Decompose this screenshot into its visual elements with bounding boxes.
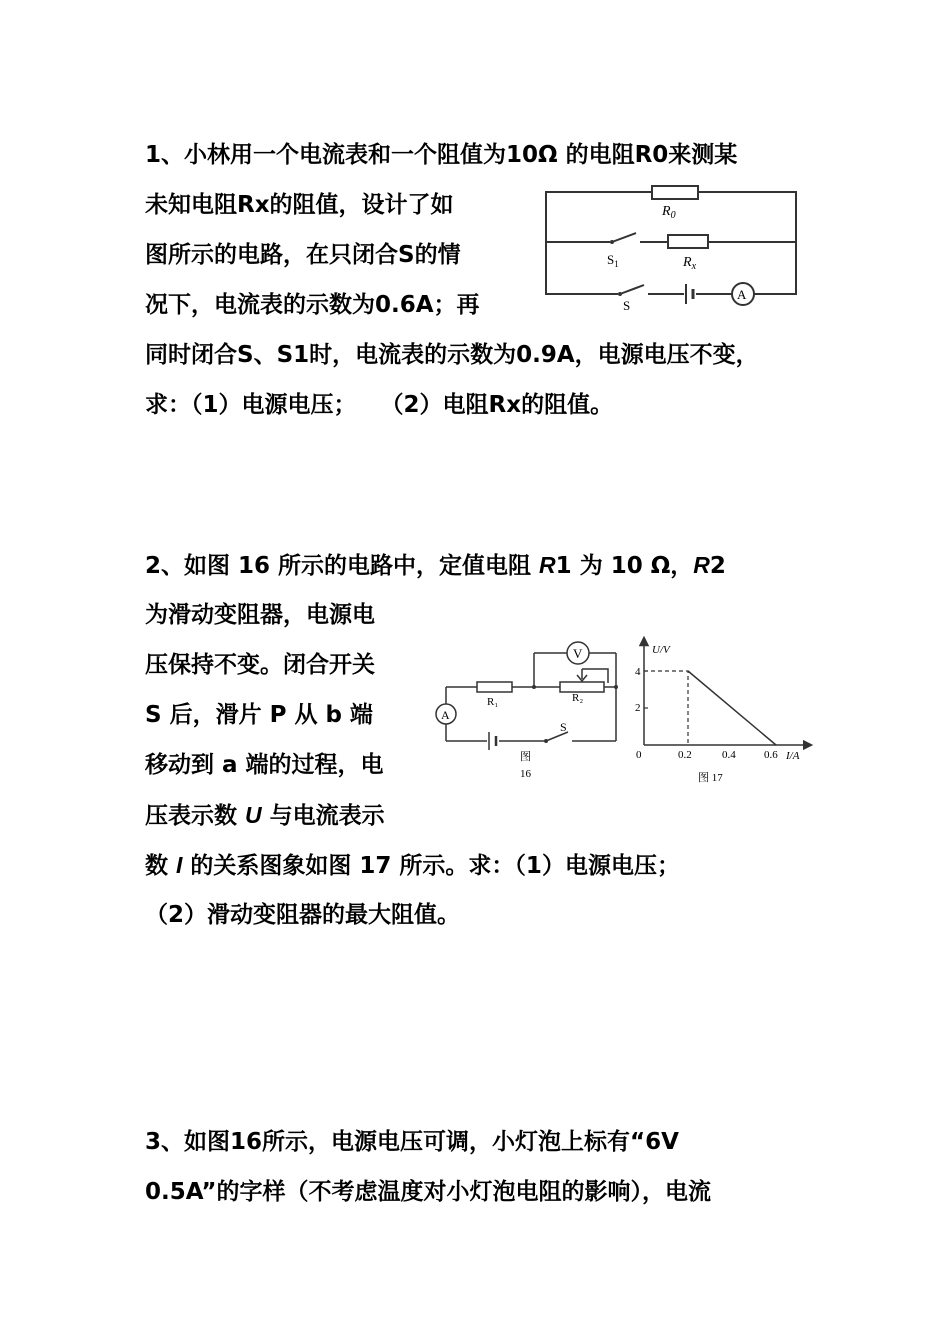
svg-text:16: 16 bbox=[520, 768, 531, 780]
q2-line-4: S 后，滑片 P 从 b 端 bbox=[145, 702, 373, 728]
q2-i-symbol: I bbox=[176, 852, 183, 878]
q1-line-1: 1、小林用一个电流表和一个阻值为10Ω 的电阻R0来测某 bbox=[145, 142, 738, 168]
svg-text:V: V bbox=[573, 646, 583, 661]
svg-text:S: S bbox=[623, 298, 631, 313]
svg-text:U/V: U/V bbox=[652, 644, 670, 656]
q2-line-7 bbox=[145, 850, 680, 881]
svg-text:R₂: R₂ bbox=[572, 692, 584, 704]
svg-text:R₁: R₁ bbox=[487, 696, 499, 708]
q1-line-5: 同时闭合S、S1时，电流表的示数为0.9A，电源电压不变， bbox=[145, 342, 759, 368]
q1-circuit-diagram bbox=[540, 182, 805, 312]
svg-text:2: 2 bbox=[635, 702, 641, 714]
q2-line-7-text-a: 数 bbox=[145, 853, 177, 879]
svg-text:图 17: 图 17 bbox=[698, 772, 723, 784]
svg-text:0.4: 0.4 bbox=[722, 749, 736, 761]
q2-r1-index: 1 bbox=[555, 553, 572, 579]
q2-figure-17-graph bbox=[630, 635, 820, 785]
q2-r2-symbol: R bbox=[693, 552, 710, 578]
q2-line-7-text-b: 的关系图象如图 17 所示。求：（1）电源电压； bbox=[182, 853, 680, 879]
q1-line-4: 况下，电流表的示数为0.6A；再 bbox=[145, 292, 480, 318]
q2-line-3: 压保持不变。闭合开关 bbox=[145, 652, 375, 678]
q3-line-2: 0.5A”的字样（不考虑温度对小灯泡电阻的影响），电流 bbox=[145, 1179, 712, 1205]
q1-line-3: 图所示的电路，在只闭合S的情 bbox=[145, 242, 461, 268]
q2-line-5: 移动到 a 端的过程，电 bbox=[145, 752, 384, 778]
q1-line-2: 未知电阻Rx的阻值，设计了如 bbox=[145, 192, 454, 218]
q2-line-1-text-b: 为 10 Ω， bbox=[571, 553, 694, 579]
q2-line-1-text-a: 2、如图 16 所示的电路中，定值电阻 bbox=[145, 553, 540, 579]
q2-line-8: （2）滑动变阻器的最大阻值。 bbox=[145, 902, 461, 928]
q2-r1-symbol: R bbox=[539, 552, 556, 578]
svg-text:A: A bbox=[441, 708, 450, 722]
q2-line-6 bbox=[145, 800, 385, 831]
svg-text:图: 图 bbox=[520, 751, 531, 763]
q2-line-1 bbox=[145, 550, 726, 581]
svg-text:S1: $S_1$ bbox=[607, 252, 619, 269]
svg-text:0: 0 bbox=[636, 749, 642, 761]
q2-line-6-text-b: 与电流表示 bbox=[261, 803, 385, 829]
q1-line-6: 求：（1）电源电压； （2）电阻Rx的阻值。 bbox=[145, 392, 614, 418]
q2-line-2: 为滑动变阻器，电源电 bbox=[145, 602, 375, 628]
svg-text:A: A bbox=[737, 287, 747, 302]
svg-text:S: S bbox=[560, 720, 567, 734]
q2-r2-index: 2 bbox=[709, 553, 726, 579]
q2-line-6-text-a: 压表示数 bbox=[145, 803, 246, 829]
svg-text:0.6: 0.6 bbox=[764, 749, 778, 761]
svg-text:I/A: I/A bbox=[786, 750, 800, 762]
svg-text:0.2: 0.2 bbox=[678, 749, 692, 761]
q3-line-1: 3、如图16所示，电源电压可调，小灯泡上标有“6V bbox=[145, 1129, 679, 1155]
svg-text:R0: $R_0$ bbox=[662, 204, 676, 221]
q2-u-symbol: U bbox=[245, 802, 262, 828]
svg-text:Rx: $R_x$ bbox=[683, 255, 697, 272]
q2-figure-16-circuit bbox=[432, 635, 622, 785]
svg-text:4: 4 bbox=[635, 666, 641, 678]
